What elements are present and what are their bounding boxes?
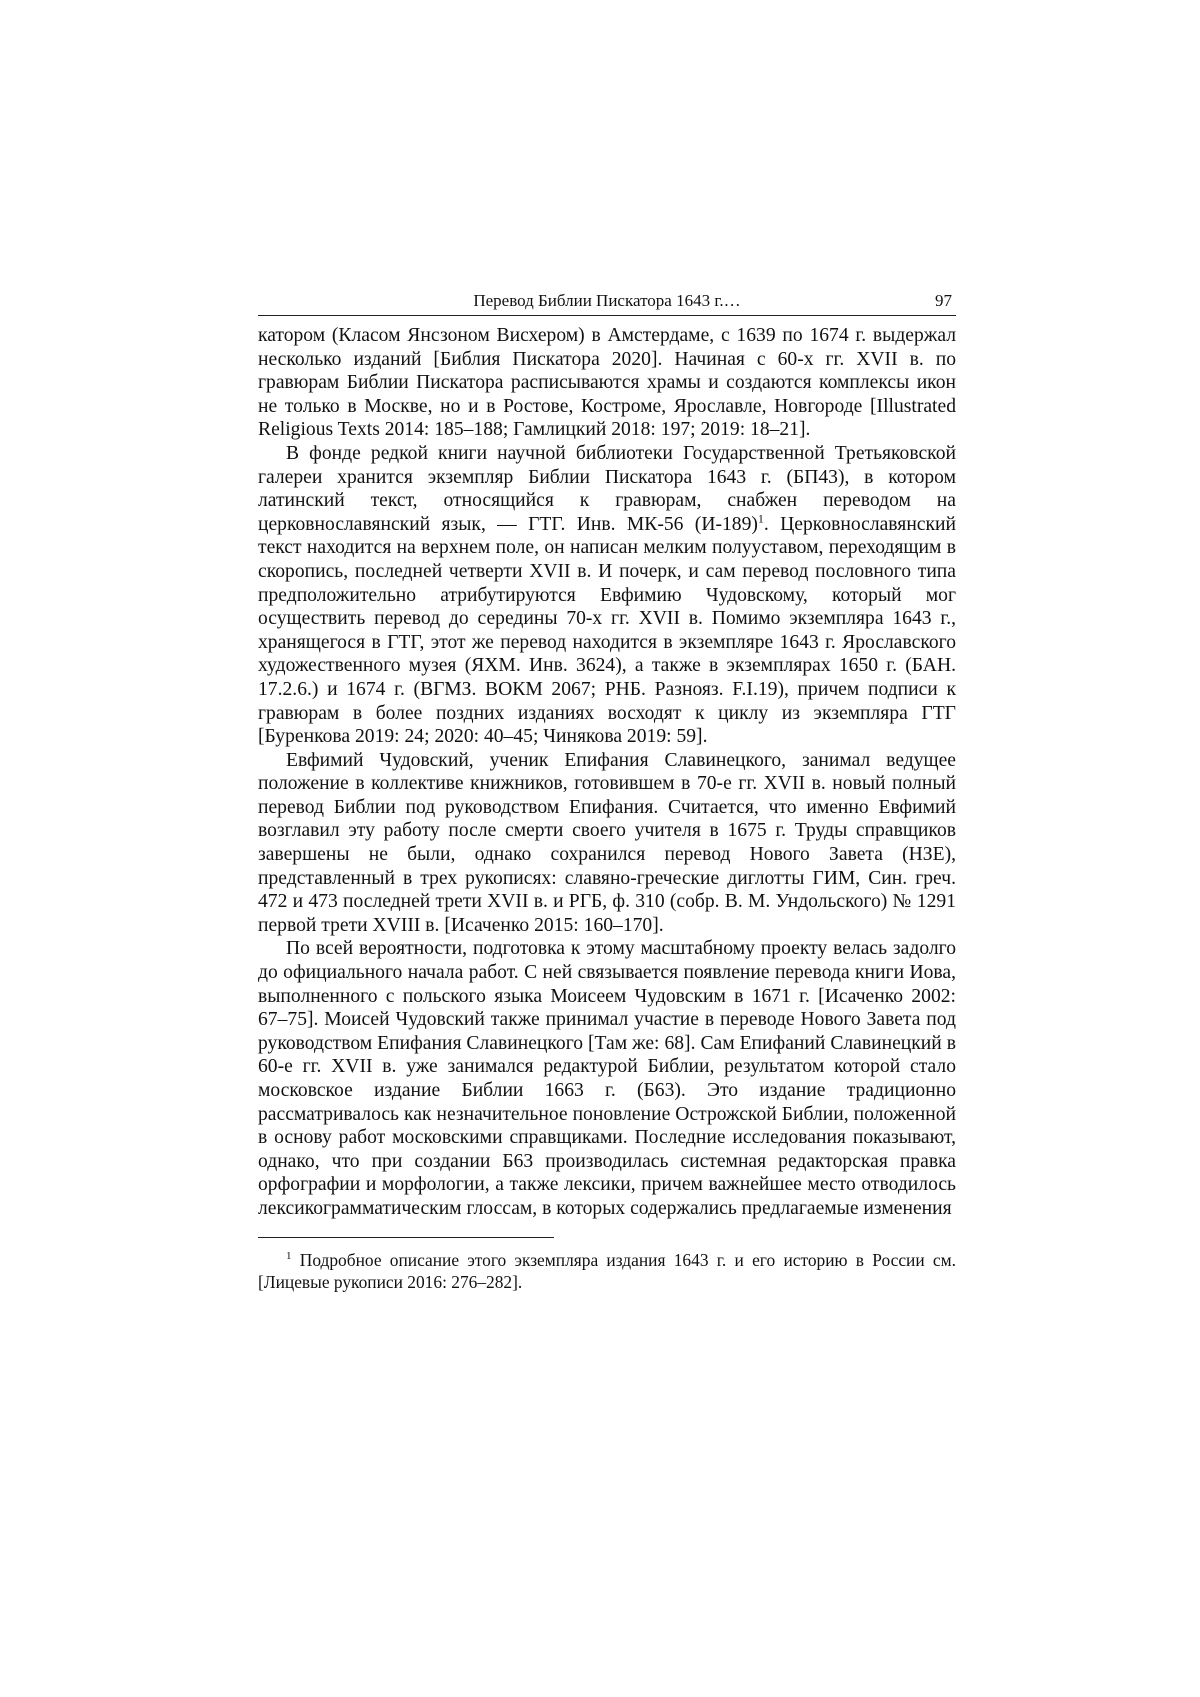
paragraph-1: катором (Класом Янсзоном Висхером) в Амстердаме, с 1639 по 1674 г. выдержал несколько изданий [Библия Пискатора 2020]. Начиная с 60-х гг. XVII в. по гравюрам Библии Пискатора расписываются храмы и создаются комплексы икон не только в Москве, но и в Ростове, Костроме, Ярославле, Новгороде [Illustrated Religious Texts 2014: 185–188; Гамлицкий 2018: 197; 2019: 18–21]. bbox=[258, 325, 956, 441]
footnote-mark: 1 bbox=[286, 1249, 292, 1262]
page bbox=[258, 289, 956, 1293]
paragraph-2-text-a: В фонде редкой книги научной библиотеки Государственной Третьяковской галереи хранится экземпляр Библии Пискатора 1643 г. (БП43), в котором латинский текст, относящийся к гравюрам, снабжен переводом на церковнославянский язык, — ГТГ. Инв. МК-56 (И-189) bbox=[258, 442, 956, 535]
paragraph-2 bbox=[258, 442, 956, 749]
footnote bbox=[258, 1249, 956, 1293]
paragraph-2-text-b: . Церковнославянский текст находится на верхнем поле, он написан мелким полууставом, переходящим в скоропись, последней четверти XVII в. И почерк, и сам перевод пословного типа предположительно атрибутируются Евфимию Чудовскому, который мог осуществить перевод до середины 70-х гг. XVII в. Помимо экземпляра 1643 г., хранящегося в ГТГ, этот же перевод находится в экземпляре 1643 г. Ярославского художественного музея (ЯХМ. Инв. 3624), а также в экземплярах 1650 г. (БАН. 17.2.6.) и 1674 г. (ВГМЗ. ВОКМ 2067; РНБ. Разнояз. F.I.19), причем подписи к гравюрам в более поздних изданиях восходят к циклу из экземпляра ГТГ [Буренкова 2019: 24; 2020: 40–45; Чинякова 2019: 59]. bbox=[258, 513, 956, 748]
paragraph-4: По всей вероятности, подготовка к этому масштабному проекту велась задолго до официального начала работ. С ней связывается появление перевода книги Иова, выполненного с польского языка Моисеем Чудовским в 1671 г. [Исаченко 2002: 67–75]. Моисей Чудовский также принимал участие в переводе Нового Завета под руководством Епифания Славинецкого [Там же: 68]. Сам Епифаний Славинецкий в 60-е гг. XVII в. уже занимался редактурой Библии, результатом которой стало московское издание Библии 1663 г. (Б63). Это издание традиционно рассматривалось как незначительное поновление Острожской Библии, положенной в основу работ московскими справщиками. Последние исследования показывают, однако, что при создании Б63 производилась системная редакторская правка орфографии и морфологии, а также лексики, причем важнейшее место отводилось лексикограмматическим глоссам, в которых содержались предлагаемые изменения bbox=[258, 938, 956, 1219]
running-title: Перевод Библии Пискатора 1643 г.… bbox=[473, 291, 741, 310]
footnote-divider bbox=[258, 1237, 554, 1238]
running-head bbox=[258, 289, 956, 316]
footnote-text: Подробное описание этого экземпляра издания 1643 г. и его историю в России см. [Лицевые рукописи 2016: 276–282]. bbox=[258, 1249, 956, 1292]
paragraph-3: Евфимий Чудовский, ученик Епифания Славинецкого, занимал ведущее положение в коллективе книжников, готовившем в 70-е гг. XVII в. новый полный перевод Библии под руководством Епифания. Считается, что именно Евфимий возглавил эту работу после смерти своего учителя в 1675 г. Труды справщиков завершены не были, однако сохранился перевод Нового Завета (НЗЕ), представленный в трех рукописях: славяно-греческие диглотты ГИМ, Син. греч. 472 и 473 последней трети XVII в. и РГБ, ф. 310 (собр. В. М. Ундольского) № 1291 первой трети XVIII в. [Исаченко 2015: 160–170]. bbox=[258, 749, 956, 936]
page-number: 97 bbox=[935, 291, 952, 310]
body-text bbox=[258, 324, 956, 1221]
footnote-reference[interactable]: 1 bbox=[757, 511, 764, 526]
